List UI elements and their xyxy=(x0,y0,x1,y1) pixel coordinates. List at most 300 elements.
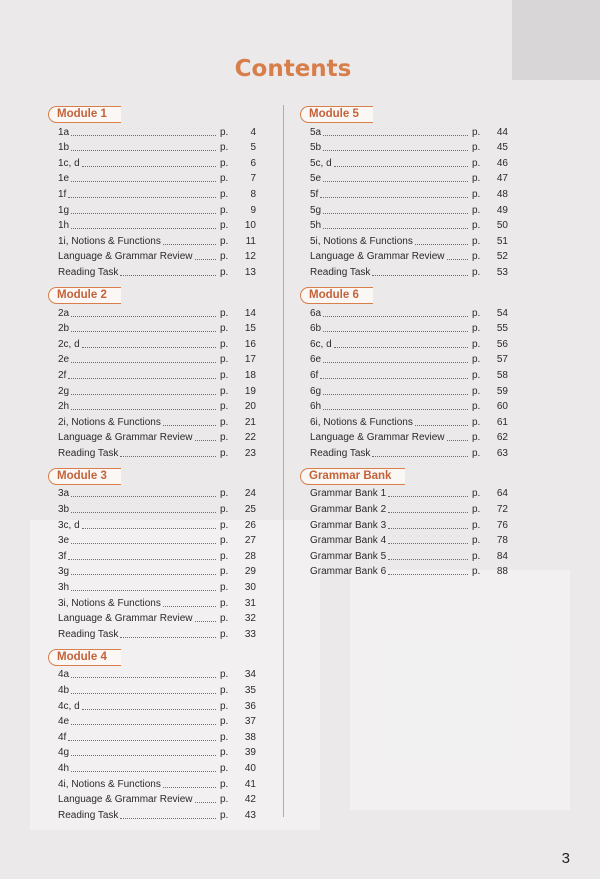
entry-label: 4i, Notions & Functions xyxy=(58,778,161,790)
entry-page-number: 25 xyxy=(244,504,256,516)
page-prefix: p. xyxy=(220,173,229,185)
dot-leader xyxy=(71,409,216,410)
page-prefix: p. xyxy=(472,338,481,350)
toc-entry[interactable] xyxy=(46,263,256,279)
entry-label: 3a xyxy=(58,488,70,500)
toc-entry[interactable] xyxy=(46,335,256,351)
toc-entry[interactable] xyxy=(46,666,256,682)
left-column xyxy=(46,104,256,828)
dot-leader xyxy=(323,181,468,182)
toc-entry[interactable] xyxy=(298,185,508,201)
dot-leader xyxy=(388,528,468,529)
toc-entry[interactable] xyxy=(46,759,256,775)
entry-page-number: 8 xyxy=(250,188,256,200)
entry-page-number: 17 xyxy=(244,354,256,366)
page-prefix: p. xyxy=(220,447,229,459)
entry-label: 4b xyxy=(58,685,70,696)
module-section xyxy=(298,285,508,466)
entry-label: 6g xyxy=(310,385,322,397)
entry-page-number: 24 xyxy=(244,488,256,500)
entry-page-number: 38 xyxy=(244,731,256,743)
toc-entry[interactable] xyxy=(46,744,256,760)
page-prefix: p. xyxy=(220,142,229,154)
page-prefix: p. xyxy=(220,338,229,350)
page-prefix: p. xyxy=(220,778,229,790)
dot-leader xyxy=(323,394,468,395)
entry-page-number: 60 xyxy=(496,401,508,413)
entry-label: Reading Task xyxy=(310,447,371,459)
entry-page-number: 29 xyxy=(244,566,256,578)
toc-entry[interactable] xyxy=(298,413,508,429)
toc-entry[interactable] xyxy=(46,366,256,382)
entry-page-number: 39 xyxy=(244,747,256,759)
entry-label: 2i, Notions & Functions xyxy=(58,416,161,428)
module-header xyxy=(48,285,256,302)
module-title: Module 3 xyxy=(48,468,121,485)
toc-entry[interactable] xyxy=(46,594,256,610)
page-prefix: p. xyxy=(472,432,481,444)
page-prefix: p. xyxy=(472,401,481,413)
entry-label: 5h xyxy=(310,220,322,232)
dot-leader xyxy=(68,559,216,560)
dot-leader xyxy=(195,802,216,803)
entry-page-number: 23 xyxy=(244,447,256,459)
page-prefix: p. xyxy=(472,385,481,397)
module-header xyxy=(300,104,508,121)
entry-label: 6b xyxy=(310,323,322,335)
dot-leader xyxy=(71,394,216,395)
page-prefix: p. xyxy=(220,669,229,681)
module-gap xyxy=(46,822,256,828)
dot-leader xyxy=(68,740,216,741)
module-gap xyxy=(298,578,508,584)
toc-entry[interactable] xyxy=(46,217,256,233)
entry-label: 6a xyxy=(310,307,322,319)
page-prefix: p. xyxy=(220,432,229,444)
page-prefix: p. xyxy=(220,385,229,397)
toc-entry[interactable] xyxy=(298,429,508,445)
page-prefix: p. xyxy=(220,794,229,806)
entry-page-number: 34 xyxy=(244,669,256,681)
entry-page-number: 5 xyxy=(250,142,256,154)
dot-leader xyxy=(323,362,468,363)
entry-page-number: 59 xyxy=(496,385,508,397)
page-prefix: p. xyxy=(472,488,481,500)
entry-label: 6f xyxy=(310,369,319,381)
entry-label: Language & Grammar Review xyxy=(58,432,193,444)
page-prefix: p. xyxy=(472,157,481,169)
entry-label: 5b xyxy=(310,142,322,154)
toc-entry[interactable] xyxy=(46,697,256,713)
page-prefix: p. xyxy=(472,369,481,381)
entry-label: Reading Task xyxy=(310,266,371,278)
dot-leader xyxy=(388,512,468,513)
entry-page-number: 15 xyxy=(244,323,256,335)
page-prefix: p. xyxy=(220,251,229,263)
entry-page-number: 31 xyxy=(244,597,256,609)
entry-page-number: 18 xyxy=(244,369,256,381)
entry-label: Reading Task xyxy=(58,809,119,821)
entry-label: Language & Grammar Review xyxy=(58,251,193,263)
page-prefix: p. xyxy=(472,447,481,459)
module-header xyxy=(48,104,256,121)
entry-page-number: 16 xyxy=(244,338,256,350)
entry-label: Language & Grammar Review xyxy=(58,613,193,625)
entry-page-number: 78 xyxy=(496,535,508,547)
entry-page-number: 9 xyxy=(250,204,256,216)
page-prefix: p. xyxy=(220,401,229,413)
entry-page-number: 28 xyxy=(244,550,256,562)
toc-entry[interactable] xyxy=(46,382,256,398)
module-title: Grammar Bank xyxy=(300,468,405,485)
entry-page-number: 42 xyxy=(244,794,256,806)
dot-leader xyxy=(163,244,216,245)
toc-entry[interactable] xyxy=(298,304,508,320)
dot-leader xyxy=(163,425,216,426)
page-prefix: p. xyxy=(472,142,481,154)
entry-page-number: 22 xyxy=(244,432,256,444)
toc-entry[interactable] xyxy=(46,232,256,248)
entry-page-number: 30 xyxy=(244,582,256,594)
toc-entry[interactable] xyxy=(298,485,508,501)
entry-label: Grammar Bank 6 xyxy=(310,566,387,578)
entry-page-number: 10 xyxy=(244,220,256,232)
toc-entry[interactable] xyxy=(46,728,256,744)
module-header xyxy=(48,466,256,483)
entry-label: Reading Task xyxy=(58,266,119,278)
entry-page-number: 41 xyxy=(244,778,256,790)
toc-entry[interactable] xyxy=(46,563,256,579)
toc-entry[interactable] xyxy=(298,217,508,233)
toc-entry[interactable] xyxy=(298,366,508,382)
toc-entry[interactable] xyxy=(46,429,256,445)
toc-entry[interactable] xyxy=(298,170,508,186)
entry-page-number: 64 xyxy=(496,488,508,500)
dot-leader xyxy=(71,316,216,317)
toc-entry[interactable] xyxy=(298,351,508,367)
page-prefix: p. xyxy=(472,416,481,428)
dot-leader xyxy=(71,181,216,182)
dot-leader xyxy=(120,637,216,638)
dot-leader xyxy=(82,528,216,529)
entry-label: 3e xyxy=(58,535,70,547)
entry-page-number: 76 xyxy=(496,519,508,531)
toc-entry[interactable] xyxy=(46,154,256,170)
dot-leader xyxy=(323,228,468,229)
toc-entry[interactable] xyxy=(298,320,508,336)
toc-entry[interactable] xyxy=(46,248,256,264)
toc-entry[interactable] xyxy=(298,335,508,351)
entry-page-number: 49 xyxy=(496,204,508,216)
page-prefix: p. xyxy=(472,266,481,278)
toc-entry[interactable] xyxy=(298,139,508,155)
dot-leader xyxy=(163,787,216,788)
page-prefix: p. xyxy=(220,685,229,696)
entry-page-number: 50 xyxy=(496,220,508,232)
module-header xyxy=(48,647,256,664)
toc-entry[interactable] xyxy=(46,806,256,822)
entry-label: 3f xyxy=(58,550,67,562)
dot-leader xyxy=(71,135,216,136)
entry-label: 5g xyxy=(310,204,322,216)
entry-label: 3i, Notions & Functions xyxy=(58,597,161,609)
dot-leader xyxy=(195,259,216,260)
entry-label: 4h xyxy=(58,762,70,774)
entry-label: 4c, d xyxy=(58,700,80,712)
page-prefix: p. xyxy=(220,188,229,200)
dot-leader xyxy=(71,590,216,591)
entry-page-number: 45 xyxy=(496,142,508,154)
entry-label: Grammar Bank 1 xyxy=(310,488,387,500)
entry-label: 1h xyxy=(58,220,70,232)
toc-entry[interactable] xyxy=(298,444,508,460)
dot-leader xyxy=(71,331,216,332)
toc-entry[interactable] xyxy=(46,516,256,532)
page-prefix: p. xyxy=(220,762,229,774)
toc-entry[interactable] xyxy=(298,248,508,264)
page-prefix: p. xyxy=(220,220,229,232)
entry-label: 2c, d xyxy=(58,338,80,350)
page-prefix: p. xyxy=(220,266,229,278)
entry-label: 2a xyxy=(58,307,70,319)
page-prefix: p. xyxy=(472,251,481,263)
toc-entry[interactable] xyxy=(46,185,256,201)
module-header xyxy=(300,285,508,302)
dot-leader xyxy=(82,709,216,710)
page-prefix: p. xyxy=(220,354,229,366)
entry-page-number: 84 xyxy=(496,550,508,562)
page-prefix: p. xyxy=(220,416,229,428)
entry-label: 1i, Notions & Functions xyxy=(58,235,161,247)
entry-label: 1c, d xyxy=(58,157,80,169)
entry-label: 1e xyxy=(58,173,70,185)
dot-leader xyxy=(323,135,468,136)
entry-page-number: 21 xyxy=(244,416,256,428)
page-number: 3 xyxy=(561,850,570,867)
page-prefix: p. xyxy=(220,157,229,169)
toc-entry[interactable] xyxy=(298,201,508,217)
entry-label: 6e xyxy=(310,354,322,366)
entry-page-number: 26 xyxy=(244,519,256,531)
page-prefix: p. xyxy=(472,173,481,185)
page-prefix: p. xyxy=(220,550,229,562)
toc-entry[interactable] xyxy=(46,500,256,516)
entry-page-number: 27 xyxy=(244,535,256,547)
toc-entry[interactable] xyxy=(46,791,256,807)
entry-label: 2g xyxy=(58,385,70,397)
toc-entry[interactable] xyxy=(46,775,256,791)
dot-leader xyxy=(71,677,216,678)
toc-entry[interactable] xyxy=(46,444,256,460)
dot-leader xyxy=(163,606,216,607)
entry-page-number: 46 xyxy=(496,157,508,169)
dot-leader xyxy=(415,244,468,245)
toc-entry[interactable] xyxy=(46,398,256,414)
dot-leader xyxy=(71,362,216,363)
page-prefix: p. xyxy=(220,566,229,578)
dot-leader xyxy=(323,316,468,317)
toc-entry[interactable] xyxy=(298,263,508,279)
dot-leader xyxy=(323,409,468,410)
module-header xyxy=(300,466,508,483)
page-prefix: p. xyxy=(220,369,229,381)
page-prefix: p. xyxy=(220,504,229,516)
entry-page-number: 53 xyxy=(496,266,508,278)
toc-entry[interactable] xyxy=(46,610,256,626)
dot-leader xyxy=(82,347,216,348)
toc-entry[interactable] xyxy=(46,304,256,320)
entry-page-number: 47 xyxy=(496,173,508,185)
page-prefix: p. xyxy=(220,519,229,531)
page-prefix: p. xyxy=(220,700,229,712)
module-section xyxy=(46,104,256,285)
entry-label: Language & Grammar Review xyxy=(58,794,193,806)
dot-leader xyxy=(323,331,468,332)
entry-label: 6i, Notions & Functions xyxy=(310,416,413,428)
entry-page-number: 12 xyxy=(244,251,256,263)
entry-page-number: 20 xyxy=(244,401,256,413)
entry-label: 2b xyxy=(58,323,70,335)
page-prefix: p. xyxy=(472,566,481,578)
entry-page-number: 37 xyxy=(244,716,256,728)
page-prefix: p. xyxy=(220,809,229,821)
entry-page-number: 33 xyxy=(244,628,256,640)
dot-leader xyxy=(71,693,216,694)
page-prefix: p. xyxy=(220,204,229,216)
entry-label: Reading Task xyxy=(58,447,119,459)
dot-leader xyxy=(388,496,468,497)
entry-label: 3c, d xyxy=(58,519,80,531)
dot-leader xyxy=(334,347,468,348)
toc-entry[interactable] xyxy=(46,625,256,641)
entry-label: 5i, Notions & Functions xyxy=(310,235,413,247)
toc-entry[interactable] xyxy=(46,320,256,336)
toc-entry[interactable] xyxy=(298,232,508,248)
entry-page-number: 56 xyxy=(496,338,508,350)
toc-entry[interactable] xyxy=(46,413,256,429)
page-prefix: p. xyxy=(220,731,229,743)
dot-leader xyxy=(120,818,216,819)
dot-leader xyxy=(447,259,468,260)
entry-page-number: 72 xyxy=(496,504,508,516)
entry-page-number: 62 xyxy=(496,432,508,444)
entry-label: Grammar Bank 5 xyxy=(310,550,387,562)
page-prefix: p. xyxy=(472,519,481,531)
entry-page-number: 58 xyxy=(496,369,508,381)
dot-leader xyxy=(447,440,468,441)
entry-page-number: 61 xyxy=(496,416,508,428)
toc-entry[interactable] xyxy=(46,485,256,501)
bleed-through-block-right xyxy=(350,570,570,810)
toc-entry[interactable] xyxy=(298,547,508,563)
dot-leader xyxy=(372,456,468,457)
dot-leader xyxy=(372,275,468,276)
toc-entry[interactable] xyxy=(46,201,256,217)
dot-leader xyxy=(415,425,468,426)
dot-leader xyxy=(71,724,216,725)
toc-entry[interactable] xyxy=(46,123,256,139)
dot-leader xyxy=(195,621,216,622)
column-divider xyxy=(283,105,284,817)
toc-entry[interactable] xyxy=(298,382,508,398)
entry-page-number: 40 xyxy=(244,762,256,774)
entry-label: 3g xyxy=(58,566,70,578)
dot-leader xyxy=(323,150,468,151)
dot-leader xyxy=(334,166,468,167)
toc-entry[interactable] xyxy=(298,123,508,139)
dot-leader xyxy=(68,378,216,379)
dot-leader xyxy=(323,213,468,214)
dot-leader xyxy=(68,197,216,198)
entry-label: 2h xyxy=(58,401,70,413)
toc-entry[interactable] xyxy=(46,713,256,729)
toc-entry[interactable] xyxy=(298,500,508,516)
toc-entry[interactable] xyxy=(46,351,256,367)
entry-label: 4g xyxy=(58,747,70,759)
dot-leader xyxy=(195,440,216,441)
page-prefix: p. xyxy=(220,126,229,138)
toc-entry[interactable] xyxy=(298,398,508,414)
entry-label: 2e xyxy=(58,354,70,366)
entry-page-number: 4 xyxy=(250,126,256,138)
toc-entry[interactable] xyxy=(46,170,256,186)
page-prefix: p. xyxy=(472,504,481,516)
entry-label: 5c, d xyxy=(310,157,332,169)
toc-entry[interactable] xyxy=(298,154,508,170)
toc-entry[interactable] xyxy=(298,563,508,579)
page-prefix: p. xyxy=(472,535,481,547)
module-title: Module 6 xyxy=(300,287,373,304)
toc-entry[interactable] xyxy=(298,532,508,548)
module-title: Module 1 xyxy=(48,106,121,123)
toc-entry[interactable] xyxy=(46,578,256,594)
entry-label: 2f xyxy=(58,369,67,381)
dot-leader xyxy=(388,559,468,560)
entry-page-number: 35 xyxy=(244,685,256,696)
dot-leader xyxy=(71,771,216,772)
module-title: Module 2 xyxy=(48,287,121,304)
module-section xyxy=(46,466,256,647)
toc-entry[interactable] xyxy=(298,516,508,532)
entry-label: Reading Task xyxy=(58,628,119,640)
page-prefix: p. xyxy=(472,550,481,562)
module-section xyxy=(298,104,508,285)
page-prefix: p. xyxy=(220,307,229,319)
page-prefix: p. xyxy=(220,747,229,759)
dot-leader xyxy=(71,543,216,544)
toc-entry[interactable] xyxy=(46,547,256,563)
entry-page-number: 54 xyxy=(496,307,508,319)
page-prefix: p. xyxy=(472,307,481,319)
entry-page-number: 13 xyxy=(244,266,256,278)
entry-page-number: 51 xyxy=(496,235,508,247)
entry-page-number: 63 xyxy=(496,447,508,459)
page-prefix: p. xyxy=(220,323,229,335)
toc-entry[interactable] xyxy=(46,681,256,697)
toc-entry[interactable] xyxy=(46,532,256,548)
entry-page-number: 48 xyxy=(496,188,508,200)
entry-page-number: 43 xyxy=(244,809,256,821)
page-prefix: p. xyxy=(472,323,481,335)
dot-leader xyxy=(82,166,216,167)
entry-page-number: 55 xyxy=(496,323,508,335)
entry-page-number: 36 xyxy=(244,700,256,712)
page-prefix: p. xyxy=(472,220,481,232)
toc-entry[interactable] xyxy=(46,139,256,155)
page-prefix: p. xyxy=(220,235,229,247)
page-prefix: p. xyxy=(220,628,229,640)
page-prefix: p. xyxy=(472,354,481,366)
